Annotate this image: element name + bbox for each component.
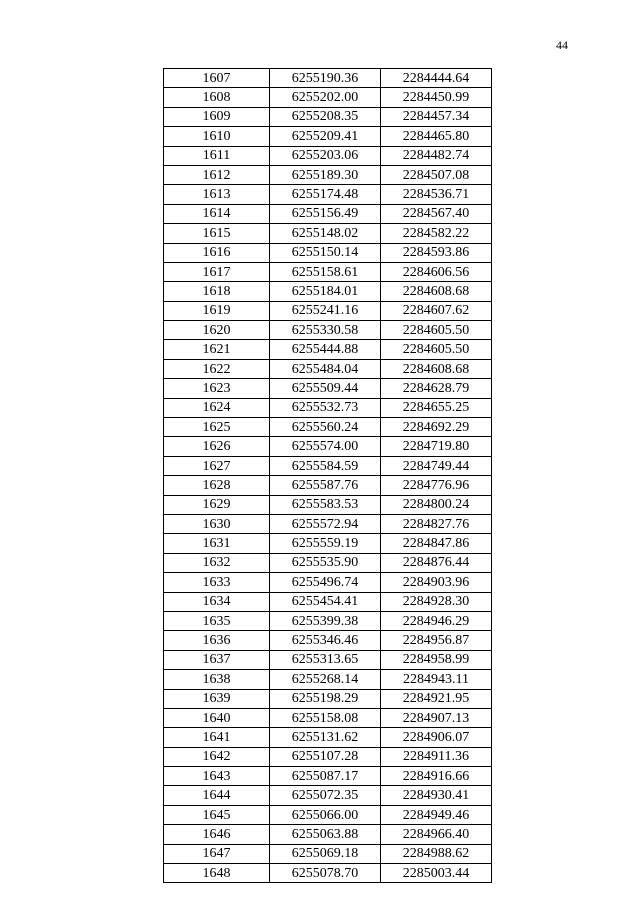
x-coordinate-cell: 6255158.08 (270, 708, 381, 727)
table-row (164, 825, 492, 844)
x-coordinate-cell: 6255190.36 (270, 69, 381, 88)
point-number-cell: 1631 (164, 534, 270, 553)
table-row (164, 456, 492, 475)
table-row (164, 573, 492, 592)
y-coordinate-cell: 2284906.07 (381, 728, 492, 747)
y-coordinate-cell: 2284800.24 (381, 495, 492, 514)
table-row (164, 767, 492, 786)
table-row (164, 592, 492, 611)
point-number-cell: 1627 (164, 456, 270, 475)
y-coordinate-cell: 2284607.62 (381, 301, 492, 320)
point-number-cell: 1644 (164, 786, 270, 805)
x-coordinate-cell: 6255509.44 (270, 379, 381, 398)
y-coordinate-cell: 2284776.96 (381, 476, 492, 495)
x-coordinate-cell: 6255209.41 (270, 127, 381, 146)
point-number-cell: 1634 (164, 592, 270, 611)
point-number-cell: 1609 (164, 107, 270, 126)
x-coordinate-cell: 6255158.61 (270, 262, 381, 281)
point-number-cell: 1633 (164, 573, 270, 592)
point-number-cell: 1607 (164, 69, 270, 88)
table-row (164, 398, 492, 417)
point-number-cell: 1613 (164, 185, 270, 204)
point-number-cell: 1648 (164, 864, 270, 883)
coordinates-table (163, 68, 492, 883)
table-row (164, 805, 492, 824)
x-coordinate-cell: 6255535.90 (270, 553, 381, 572)
table-row (164, 321, 492, 340)
point-number-cell: 1637 (164, 650, 270, 669)
point-number-cell: 1626 (164, 437, 270, 456)
point-number-cell: 1628 (164, 476, 270, 495)
x-coordinate-cell: 6255587.76 (270, 476, 381, 495)
y-coordinate-cell: 2284593.86 (381, 243, 492, 262)
point-number-cell: 1610 (164, 127, 270, 146)
table-row (164, 786, 492, 805)
point-number-cell: 1639 (164, 689, 270, 708)
y-coordinate-cell: 2284921.95 (381, 689, 492, 708)
x-coordinate-cell: 6255454.41 (270, 592, 381, 611)
x-coordinate-cell: 6255072.35 (270, 786, 381, 805)
table-row (164, 708, 492, 727)
table-row (164, 127, 492, 146)
x-coordinate-cell: 6255484.04 (270, 359, 381, 378)
table-row (164, 282, 492, 301)
x-coordinate-cell: 6255066.00 (270, 805, 381, 824)
y-coordinate-cell: 2284988.62 (381, 844, 492, 863)
y-coordinate-cell: 2284567.40 (381, 204, 492, 223)
table-row (164, 728, 492, 747)
point-number-cell: 1642 (164, 747, 270, 766)
y-coordinate-cell: 2284943.11 (381, 670, 492, 689)
coordinates-table-body (164, 69, 492, 883)
y-coordinate-cell: 2284749.44 (381, 456, 492, 475)
y-coordinate-cell: 2284465.80 (381, 127, 492, 146)
table-row (164, 534, 492, 553)
y-coordinate-cell: 2284946.29 (381, 611, 492, 630)
table-row (164, 514, 492, 533)
x-coordinate-cell: 6255583.53 (270, 495, 381, 514)
x-coordinate-cell: 6255268.14 (270, 670, 381, 689)
table-row (164, 864, 492, 883)
x-coordinate-cell: 6255496.74 (270, 573, 381, 592)
point-number-cell: 1620 (164, 321, 270, 340)
y-coordinate-cell: 2284916.66 (381, 767, 492, 786)
table-row (164, 844, 492, 863)
table-row (164, 747, 492, 766)
y-coordinate-cell: 2284444.64 (381, 69, 492, 88)
table-row (164, 107, 492, 126)
point-number-cell: 1616 (164, 243, 270, 262)
x-coordinate-cell: 6255131.62 (270, 728, 381, 747)
table-row (164, 224, 492, 243)
table-row (164, 689, 492, 708)
y-coordinate-cell: 2284930.41 (381, 786, 492, 805)
x-coordinate-cell: 6255184.01 (270, 282, 381, 301)
table-row (164, 165, 492, 184)
point-number-cell: 1647 (164, 844, 270, 863)
y-coordinate-cell: 2284605.50 (381, 321, 492, 340)
point-number-cell: 1617 (164, 262, 270, 281)
x-coordinate-cell: 6255069.18 (270, 844, 381, 863)
y-coordinate-cell: 2284958.99 (381, 650, 492, 669)
point-number-cell: 1618 (164, 282, 270, 301)
y-coordinate-cell: 2284628.79 (381, 379, 492, 398)
point-number-cell: 1638 (164, 670, 270, 689)
point-number-cell: 1625 (164, 418, 270, 437)
table-row (164, 69, 492, 88)
y-coordinate-cell: 2284907.13 (381, 708, 492, 727)
x-coordinate-cell: 6255202.00 (270, 88, 381, 107)
table-row (164, 437, 492, 456)
x-coordinate-cell: 6255208.35 (270, 107, 381, 126)
point-number-cell: 1621 (164, 340, 270, 359)
y-coordinate-cell: 2284608.68 (381, 282, 492, 301)
table-row (164, 204, 492, 223)
point-number-cell: 1646 (164, 825, 270, 844)
table-row (164, 359, 492, 378)
x-coordinate-cell: 6255189.30 (270, 165, 381, 184)
point-number-cell: 1629 (164, 495, 270, 514)
point-number-cell: 1611 (164, 146, 270, 165)
y-coordinate-cell: 2284911.36 (381, 747, 492, 766)
y-coordinate-cell: 2284457.34 (381, 107, 492, 126)
point-number-cell: 1614 (164, 204, 270, 223)
point-number-cell: 1623 (164, 379, 270, 398)
table-row (164, 631, 492, 650)
x-coordinate-cell: 6255156.49 (270, 204, 381, 223)
y-coordinate-cell: 2284956.87 (381, 631, 492, 650)
x-coordinate-cell: 6255560.24 (270, 418, 381, 437)
table-row (164, 379, 492, 398)
point-number-cell: 1632 (164, 553, 270, 572)
x-coordinate-cell: 6255572.94 (270, 514, 381, 533)
table-row (164, 262, 492, 281)
y-coordinate-cell: 2284827.76 (381, 514, 492, 533)
y-coordinate-cell: 2285003.44 (381, 864, 492, 883)
x-coordinate-cell: 6255574.00 (270, 437, 381, 456)
table-row (164, 301, 492, 320)
x-coordinate-cell: 6255078.70 (270, 864, 381, 883)
y-coordinate-cell: 2284847.86 (381, 534, 492, 553)
x-coordinate-cell: 6255346.46 (270, 631, 381, 650)
x-coordinate-cell: 6255174.48 (270, 185, 381, 204)
table-row (164, 495, 492, 514)
y-coordinate-cell: 2284582.22 (381, 224, 492, 243)
x-coordinate-cell: 6255107.28 (270, 747, 381, 766)
x-coordinate-cell: 6255313.65 (270, 650, 381, 669)
point-number-cell: 1645 (164, 805, 270, 824)
x-coordinate-cell: 6255198.29 (270, 689, 381, 708)
table-row (164, 146, 492, 165)
y-coordinate-cell: 2284903.96 (381, 573, 492, 592)
x-coordinate-cell: 6255559.19 (270, 534, 381, 553)
y-coordinate-cell: 2284876.44 (381, 553, 492, 572)
point-number-cell: 1643 (164, 767, 270, 786)
point-number-cell: 1622 (164, 359, 270, 378)
x-coordinate-cell: 6255399.38 (270, 611, 381, 630)
table-row (164, 611, 492, 630)
x-coordinate-cell: 6255330.58 (270, 321, 381, 340)
y-coordinate-cell: 2284507.08 (381, 165, 492, 184)
y-coordinate-cell: 2284606.56 (381, 262, 492, 281)
y-coordinate-cell: 2284949.46 (381, 805, 492, 824)
x-coordinate-cell: 6255148.02 (270, 224, 381, 243)
page-number: 44 (556, 38, 568, 52)
x-coordinate-cell: 6255063.88 (270, 825, 381, 844)
y-coordinate-cell: 2284719.80 (381, 437, 492, 456)
point-number-cell: 1624 (164, 398, 270, 417)
table-row (164, 88, 492, 107)
x-coordinate-cell: 6255532.73 (270, 398, 381, 417)
x-coordinate-cell: 6255150.14 (270, 243, 381, 262)
point-number-cell: 1641 (164, 728, 270, 747)
point-number-cell: 1640 (164, 708, 270, 727)
table-row (164, 340, 492, 359)
x-coordinate-cell: 6255444.88 (270, 340, 381, 359)
point-number-cell: 1635 (164, 611, 270, 630)
y-coordinate-cell: 2284655.25 (381, 398, 492, 417)
point-number-cell: 1608 (164, 88, 270, 107)
point-number-cell: 1619 (164, 301, 270, 320)
point-number-cell: 1615 (164, 224, 270, 243)
table-row (164, 650, 492, 669)
table-row (164, 243, 492, 262)
table-row (164, 476, 492, 495)
y-coordinate-cell: 2284966.40 (381, 825, 492, 844)
y-coordinate-cell: 2284536.71 (381, 185, 492, 204)
x-coordinate-cell: 6255087.17 (270, 767, 381, 786)
point-number-cell: 1636 (164, 631, 270, 650)
x-coordinate-cell: 6255584.59 (270, 456, 381, 475)
y-coordinate-cell: 2284692.29 (381, 418, 492, 437)
point-number-cell: 1612 (164, 165, 270, 184)
y-coordinate-cell: 2284482.74 (381, 146, 492, 165)
point-number-cell: 1630 (164, 514, 270, 533)
y-coordinate-cell: 2284605.50 (381, 340, 492, 359)
y-coordinate-cell: 2284928.30 (381, 592, 492, 611)
y-coordinate-cell: 2284608.68 (381, 359, 492, 378)
table-row (164, 553, 492, 572)
table-row (164, 418, 492, 437)
y-coordinate-cell: 2284450.99 (381, 88, 492, 107)
table-row (164, 670, 492, 689)
table-row (164, 185, 492, 204)
x-coordinate-cell: 6255241.16 (270, 301, 381, 320)
x-coordinate-cell: 6255203.06 (270, 146, 381, 165)
